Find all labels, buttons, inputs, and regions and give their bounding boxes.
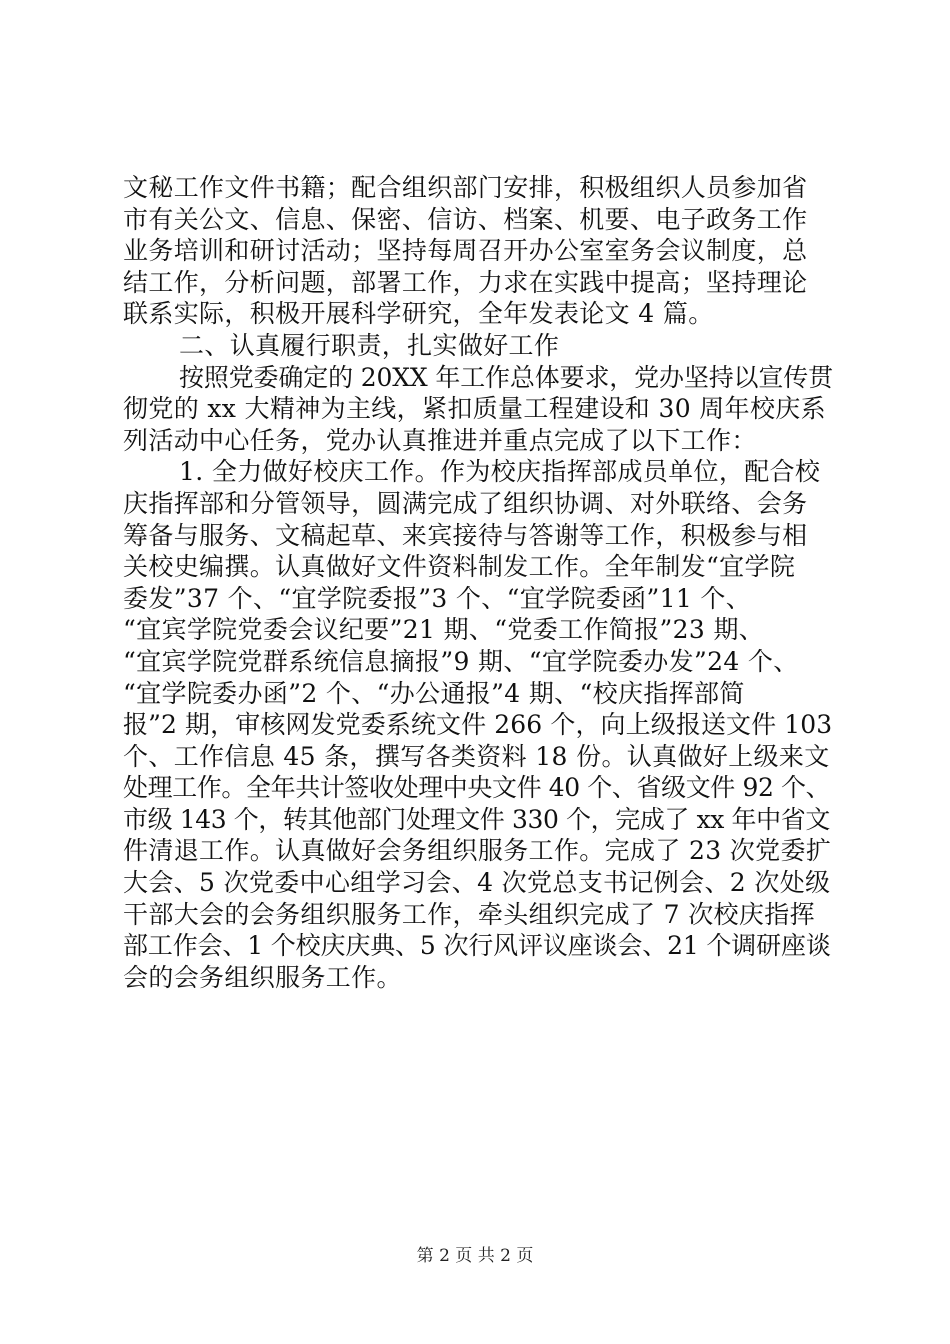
text-line: 按照党委确定的 20XX 年工作总体要求，党办坚持以宣传贯 (179, 362, 833, 392)
section-heading: 二、认真履行职责，扎实做好工作 (179, 330, 560, 360)
page-number: 第 2 页 共 2 页 (416, 1246, 534, 1266)
text-line: 处理工作。全年共计签收处理中央文件 40 个、省级文件 92 个、 (123, 773, 831, 803)
document-body (123, 172, 835, 993)
text-line: 彻党的 xx 大精神为主线，紧扣质量工程建设和 30 周年校庆系 (123, 394, 826, 424)
text-line: 个、工作信息 45 条，撰写各类资料 18 份。认真做好上级来文 (123, 741, 830, 771)
text-line: 报”2 期，审核网发党委系统文件 266 个，向上级报送文件 103 (123, 710, 833, 740)
text-line: 干部大会的会务组织服务工作，牵头组织完成了 7 次校庆指挥 (123, 899, 815, 929)
text-line: 庆指挥部和分管领导，圆满完成了组织协调、对外联络、会务 (123, 488, 808, 518)
text-line: “宜宾学院党委会议纪要”21 期、“党委工作简报”23 期、 (123, 615, 765, 645)
text-line: 市级 143 个，转其他部门处理文件 330 个，完成了 xx 年中省文 (123, 804, 830, 834)
text-line: 业务培训和研讨活动；坚持每周召开办公室室务会议制度，总 (123, 236, 808, 266)
text-line: 联系实际，积极开展科学研究，全年发表论文 4 篇。 (123, 299, 714, 329)
text-line: 结工作，分析问题，部署工作，力求在实践中提高；坚持理论 (123, 267, 808, 297)
text-line: 筹备与服务、文稿起草、来宾接待与答谢等工作，积极参与相 (123, 520, 808, 550)
text-line: 大会、5 次党委中心组学习会、4 次党总支书记例会、2 次处级 (123, 868, 831, 898)
text-line: 会的会务组织服务工作。 (123, 962, 402, 992)
text-line: 列活动中心任务，党办认真推进并重点完成了以下工作： (123, 425, 757, 455)
text-line: “宜宾学院党群系统信息摘报”9 期、“宜学院委办发”24 个、 (123, 646, 799, 676)
text-line: 件清退工作。认真做好会务组织服务工作。完成了 23 次党委扩 (123, 836, 832, 866)
text-line: 关校史编撰。认真做好文件资料制发工作。全年制发“宜学院 (123, 552, 796, 582)
text-line: “宜学院委办函”2 个、“办公通报”4 期、“校庆指挥部简 (123, 678, 745, 708)
page-footer (0, 1241, 950, 1266)
text-line: 市有关公文、信息、保密、信访、档案、机要、电子政务工作 (123, 204, 808, 234)
text-line: 文秘工作文件书籍；配合组织部门安排，积极组织人员参加省 (123, 173, 808, 202)
text-line: 1. 全力做好校庆工作。作为校庆指挥部成员单位，配合校 (179, 457, 821, 487)
text-line: 部工作会、1 个校庆庆典、5 次行风评议座谈会、21 个调研座谈 (123, 931, 831, 961)
text-line: 委发”37 个、“宜学院委报”3 个、“宜学院委函”11 个、 (123, 583, 752, 613)
